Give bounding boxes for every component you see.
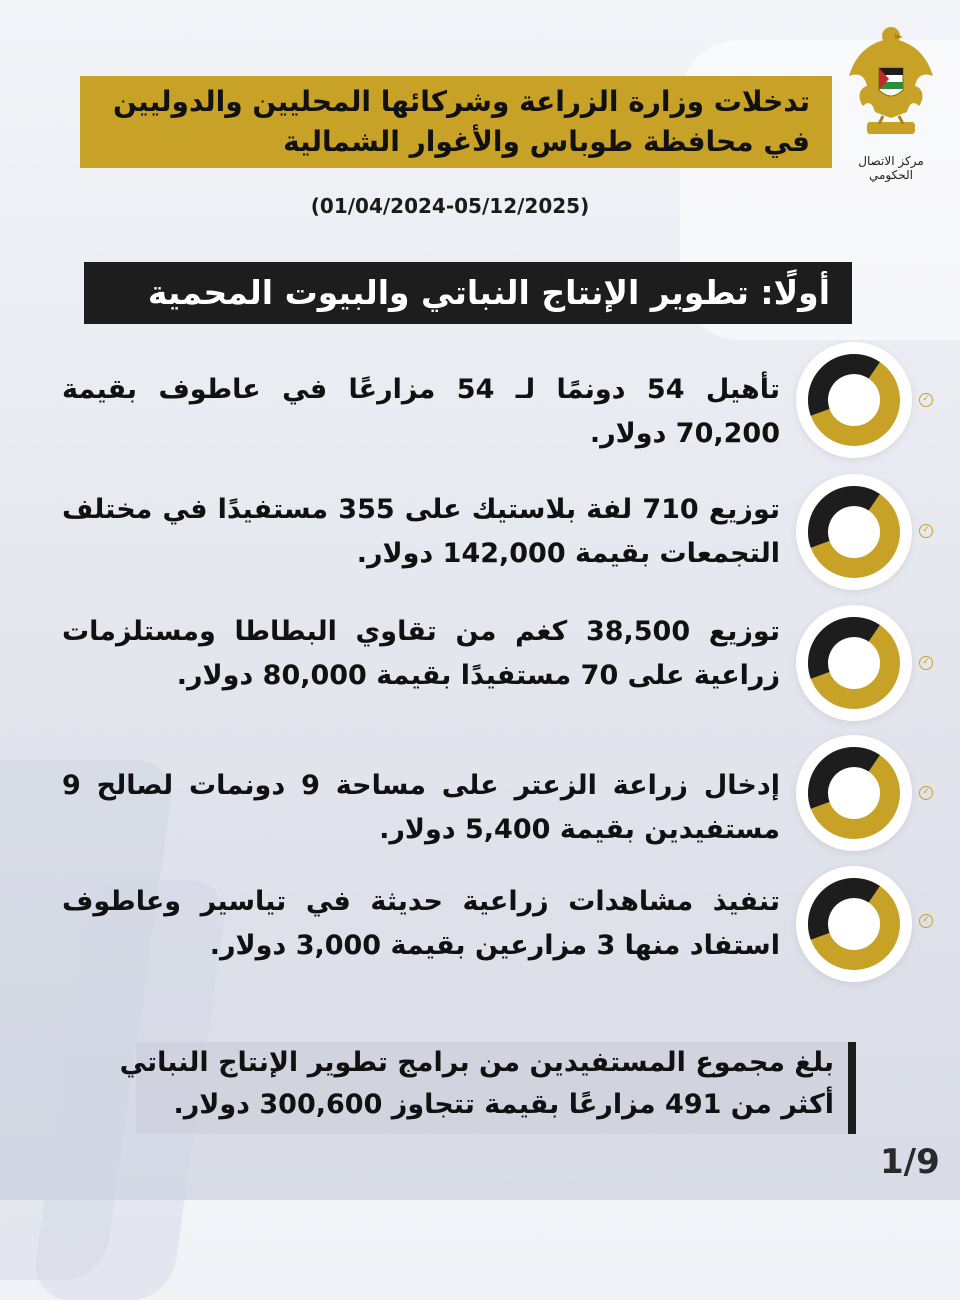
progress-ring-icon xyxy=(796,735,912,851)
check-circle-icon: ✓ xyxy=(919,393,933,407)
check-circle-icon: ✓ xyxy=(919,786,933,800)
section-heading: أولًا: تطوير الإنتاج النباتي والبيوت المحمية xyxy=(84,262,852,324)
government-logo xyxy=(836,20,946,182)
list-item-text: تأهيل 54 دونمًا لـ 54 مزارعًا في عاطوف بقيمة 70,200 دولار. xyxy=(62,374,780,449)
check-circle-icon: ✓ xyxy=(919,524,933,538)
list-item xyxy=(62,764,780,852)
list-item xyxy=(62,880,780,968)
check-circle-icon: ✓ xyxy=(919,914,933,928)
date-range: (01/04/2024-05/12/2025) xyxy=(310,194,590,218)
list-item xyxy=(62,610,780,698)
check-circle-icon: ✓ xyxy=(919,656,933,670)
summary-line-1: بلغ مجموع المستفيدين من برامج تطوير الإنتاج النباتي xyxy=(119,1047,834,1078)
page-title-line-2: في محافظة طوباس والأغوار الشمالية xyxy=(283,125,810,158)
page-title-line-1: تدخلات وزارة الزراعة وشركائها المحليين والدوليين xyxy=(112,85,810,118)
list-item-text: إدخال زراعة الزعتر على مساحة 9 دونمات لصالح 9 مستفيدين بقيمة 5,400 دولار. xyxy=(62,770,780,845)
list-item-text: توزيع 710 لفة بلاستيك على 355 مستفيدًا في مختلف التجمعات بقيمة 142,000 دولار. xyxy=(62,494,781,569)
progress-ring-icon xyxy=(796,605,912,721)
progress-ring-icon xyxy=(796,474,912,590)
list-item-text: تنفيذ مشاهدات زراعية حديثة في تياسير وعاطوف استفاد منها 3 مزارعين بقيمة 3,000 دولار. xyxy=(62,886,780,961)
list-item xyxy=(62,368,780,456)
eagle-emblem-icon xyxy=(843,20,939,146)
progress-ring-icon xyxy=(796,342,912,458)
summary-box xyxy=(119,1042,856,1134)
progress-ring-icon xyxy=(796,866,912,982)
logo-caption: مركز الاتصال الحكومي xyxy=(858,154,924,182)
page-number: 1/9 xyxy=(880,1142,940,1182)
summary-line-2: أكثر من 491 مزارعًا بقيمة تتجاوز 300,600 دولار. xyxy=(173,1089,834,1120)
title-banner xyxy=(80,76,832,168)
list-item xyxy=(62,488,780,576)
list-item-text: توزيع 38,500 كغم من تقاوي البطاطا ومستلزمات زراعية على 70 مستفيدًا بقيمة 80,000 دولار. xyxy=(62,616,781,691)
